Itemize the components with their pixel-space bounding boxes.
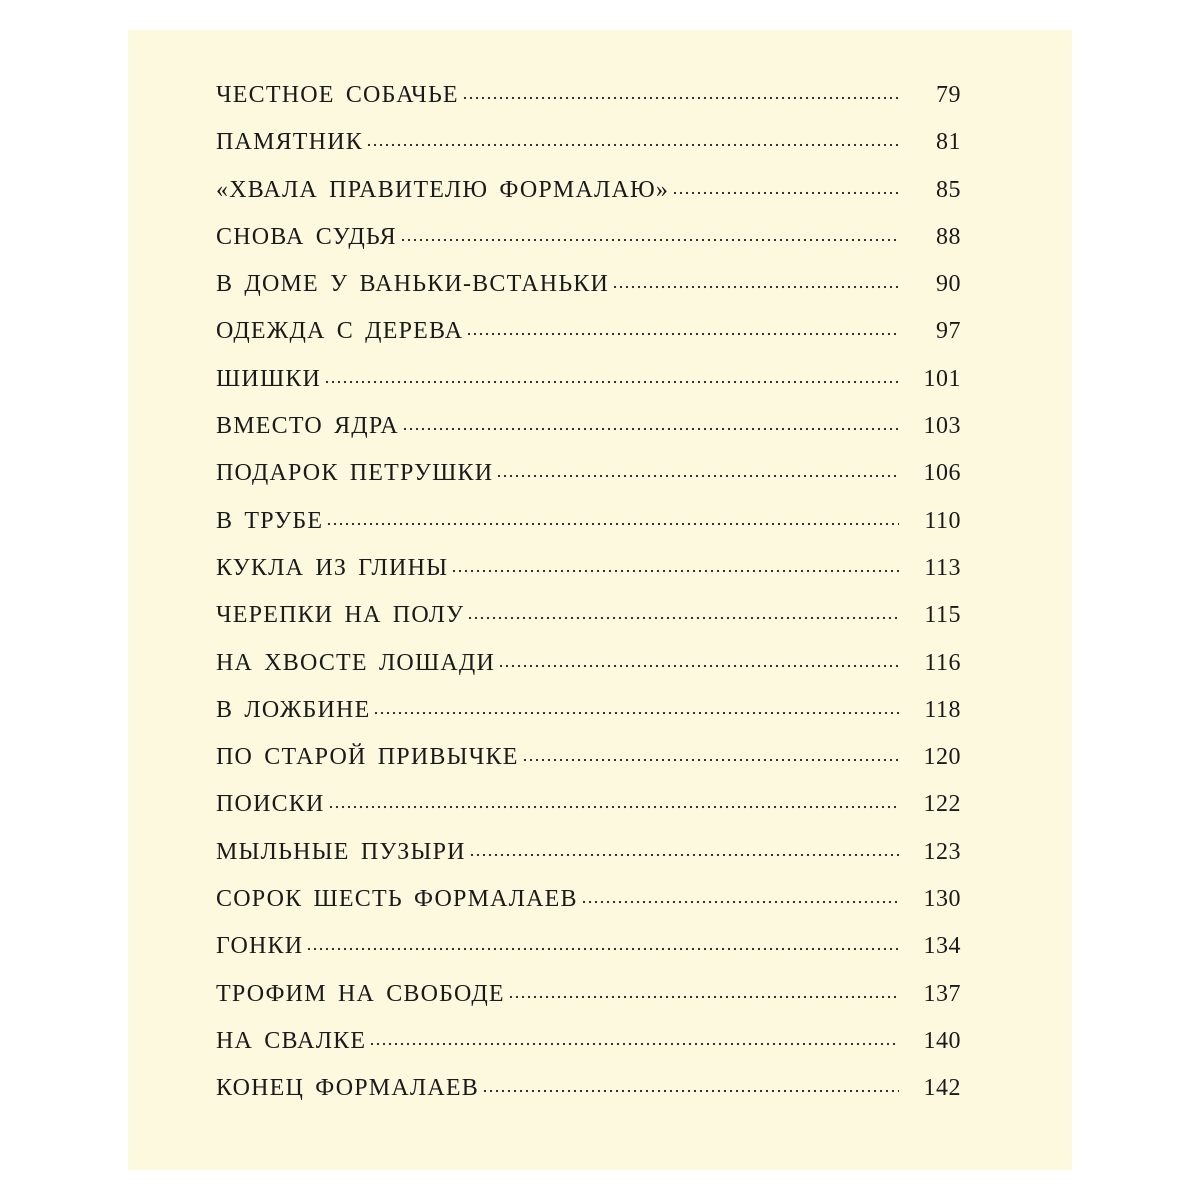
dot-leader <box>306 947 899 951</box>
toc-entry <box>216 318 961 365</box>
toc-entry <box>216 791 961 838</box>
dot-leader <box>482 1089 899 1093</box>
toc-entry-page-number: 113 <box>924 554 961 581</box>
toc-entry-page-number: 120 <box>923 744 961 771</box>
toc-entry-page-number: 85 <box>936 176 961 203</box>
dot-leader <box>508 995 899 999</box>
toc-entry-title: В ЛОЖБИНЕ <box>216 696 371 723</box>
dot-leader <box>612 285 899 289</box>
toc-entry-title: В ТРУБЕ <box>216 507 324 534</box>
toc-entry <box>216 697 961 744</box>
toc-entry <box>216 460 961 507</box>
dot-leader <box>672 191 899 195</box>
dot-leader <box>326 522 899 526</box>
dot-leader <box>496 474 899 478</box>
toc-entry-title: ГОНКИ <box>216 933 304 960</box>
toc-entry-title: КУКЛА ИЗ ГЛИНЫ <box>216 554 449 581</box>
toc-entry-title: СОРОК ШЕСТЬ ФОРМАЛАЕВ <box>216 886 578 913</box>
toc-entry <box>216 933 961 980</box>
toc-entry <box>216 366 961 413</box>
toc-entry <box>216 650 961 697</box>
toc-entry-page-number: 81 <box>936 129 961 156</box>
toc-entry-page-number: 90 <box>936 271 961 298</box>
dot-leader <box>324 380 899 384</box>
toc-entry <box>216 1075 961 1122</box>
dot-leader <box>581 900 899 904</box>
dot-leader <box>462 96 899 100</box>
toc-entry-page-number: 142 <box>923 1075 961 1102</box>
dot-leader <box>469 853 899 857</box>
dot-leader <box>369 1042 899 1046</box>
toc-entry <box>216 981 961 1028</box>
toc-entry-page-number: 97 <box>936 318 961 345</box>
dot-leader <box>328 805 899 809</box>
toc-entry <box>216 602 961 649</box>
toc-entry <box>216 129 961 176</box>
dot-leader <box>467 616 899 620</box>
toc-entry-title: ТРОФИМ НА СВОБОДЕ <box>216 980 505 1007</box>
toc-entry-title: ПАМЯТНИК <box>216 129 363 156</box>
toc-entry-title: ПО СТАРОЙ ПРИВЫЧКЕ <box>216 744 519 771</box>
toc-entry-page-number: 130 <box>923 886 961 913</box>
toc-entry-title: ВМЕСТО ЯДРА <box>216 413 399 440</box>
dot-leader <box>451 569 899 573</box>
toc-entry-page-number: 134 <box>923 933 961 960</box>
dot-leader <box>522 758 899 762</box>
toc-entry-page-number: 122 <box>923 791 961 818</box>
toc-entry <box>216 1028 961 1075</box>
toc-entry-page-number: 116 <box>924 649 961 676</box>
toc-entry-title: ЧЕСТНОЕ СОБАЧЬЕ <box>216 82 459 108</box>
toc-entry <box>216 839 961 886</box>
toc-entry-page-number: 79 <box>936 82 961 108</box>
toc-entry-page-number: 137 <box>923 980 961 1007</box>
toc-entry-page-number: 101 <box>923 365 961 392</box>
toc-entry-title: КОНЕЦ ФОРМАЛАЕВ <box>216 1075 479 1102</box>
toc-entry-page-number: 106 <box>923 460 961 487</box>
toc-entry-page-number: 140 <box>923 1027 961 1054</box>
dot-leader <box>366 143 899 147</box>
toc-entry <box>216 177 961 224</box>
toc-entry-title: ПОДАРОК ПЕТРУШКИ <box>216 460 494 487</box>
toc-entry-title: СНОВА СУДЬЯ <box>216 223 397 250</box>
toc-entry-page-number: 103 <box>923 413 961 440</box>
dot-leader <box>466 332 899 336</box>
book-page <box>128 30 1072 1170</box>
toc-entry-title: НА СВАЛКЕ <box>216 1027 367 1054</box>
toc-entry-title: МЫЛЬНЫЕ ПУЗЫРИ <box>216 838 466 865</box>
toc-entry-page-number: 110 <box>924 507 961 534</box>
dot-leader <box>498 664 899 668</box>
toc-entry <box>216 555 961 602</box>
dot-leader <box>402 427 899 431</box>
toc-entry-title: НА ХВОСТЕ ЛОШАДИ <box>216 649 496 676</box>
toc-entry-title: ЧЕРЕПКИ НА ПОЛУ <box>216 602 465 629</box>
dot-leader <box>373 711 899 715</box>
toc-entry-page-number: 115 <box>924 602 961 629</box>
toc-entry <box>216 413 961 460</box>
toc-entry-title: «ХВАЛА ПРАВИТЕЛЮ ФОРМАЛАЮ» <box>216 176 670 203</box>
dot-leader <box>400 238 899 242</box>
toc-entry <box>216 271 961 318</box>
toc-entry-title: ШИШКИ <box>216 365 322 392</box>
toc-entry <box>216 508 961 555</box>
toc-entry-title: В ДОМЕ У ВАНЬКИ-ВСТАНЬКИ <box>216 271 610 298</box>
toc-entry-page-number: 118 <box>924 696 961 723</box>
toc-entry <box>216 224 961 271</box>
toc-entry-page-number: 88 <box>936 223 961 250</box>
toc-entry-title: ПОИСКИ <box>216 791 325 818</box>
toc-entry-page-number: 123 <box>923 838 961 865</box>
table-of-contents <box>216 82 961 1123</box>
toc-entry-title: ОДЕЖДА С ДЕРЕВА <box>216 318 464 345</box>
toc-entry <box>216 886 961 933</box>
toc-entry <box>216 82 961 129</box>
toc-entry <box>216 744 961 791</box>
